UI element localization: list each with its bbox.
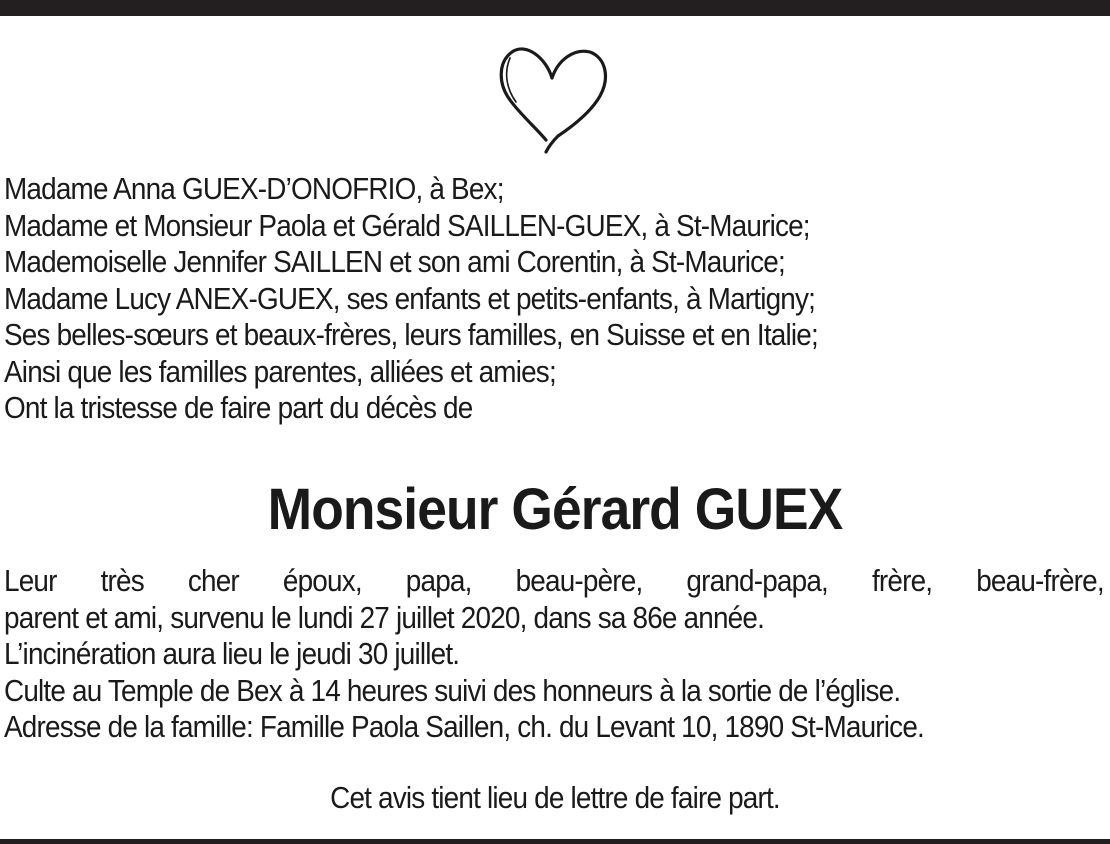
body-line: L’incinération aura lieu le jeudi 30 juillet.	[4, 636, 460, 671]
family-line: Ses belles-sœurs et beaux-frères, leurs familles, en Suisse et en Italie;	[4, 317, 818, 352]
family-line: Ainsi que les familles parentes, alliées et amies;	[4, 353, 556, 389]
closing-note: Cet avis tient lieu de lettre de faire part.	[330, 780, 780, 815]
family-line: Mademoiselle Jennifer SAILLEN et son ami Corentin, à St-Maurice;	[4, 244, 785, 279]
family-line: Madame et Monsieur Paola et Gérald SAILLEN-GUEX, à St-Maurice;	[4, 207, 810, 243]
body-line: parent et ami, survenu le lundi 27 juillet 2020, dans sa 86e année.	[4, 599, 765, 635]
family-line: Ont la tristesse de faire part du décès de	[4, 390, 473, 425]
heart-icon	[496, 38, 612, 154]
body-line: Leur très cher époux, papa, beau-père, grand-papa, frère, beau-frère,	[4, 563, 1104, 598]
top-border-bar	[0, 0, 1110, 16]
body-line: Adresse de la famille: Famille Paola Saillen, ch. du Levant 10, 1890 St-Maurice.	[4, 709, 924, 744]
family-list	[4, 171, 998, 427]
body-line: Culte au Temple de Bex à 14 heures suivi des honneurs à la sortie de l’église.	[4, 672, 901, 708]
notice-body	[4, 563, 1104, 746]
family-line: Madame Anna GUEX-D’ONOFRIO, à Bex;	[4, 171, 504, 206]
deceased-name: Monsieur Gérard GUEX	[267, 477, 843, 542]
family-line: Madame Lucy ANEX-GUEX, ses enfants et petits-enfants, à Martigny;	[4, 280, 816, 316]
bottom-border-rule	[0, 839, 1110, 844]
